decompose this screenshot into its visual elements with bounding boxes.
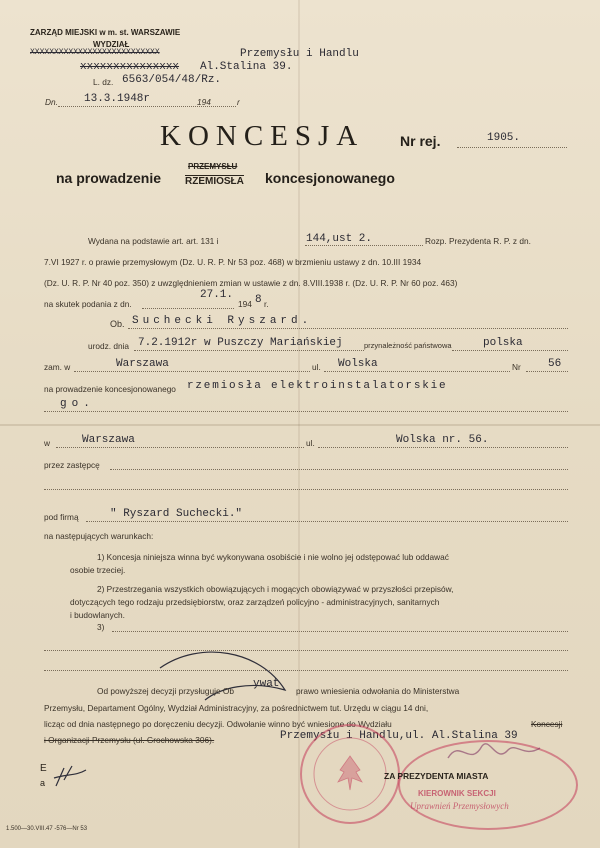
application-date-label: na skutek podania z dn. <box>44 299 132 309</box>
section-head: KIEROWNIK SEKCJI <box>418 789 496 798</box>
legal-basis-text-2: Rozp. Prezydenta R. P. z dn. <box>425 236 531 246</box>
birth-value: 7.2.1912r w Puszczy Mariańskiej <box>138 337 343 349</box>
business-value: rzemiosła elektroinstalatorskie <box>187 380 448 392</box>
legal-basis-line-3: (Dz. U. R. P. Nr 40 poz. 350) z uwzględnieniem zmian w ustawie z dn. 8.VIII.1938 r. (Dz. U. R. P. Nr 60 poz. 463) <box>44 278 458 288</box>
appeal-citizen: ywat <box>253 678 280 690</box>
condition-2-cont2: i budowlanych. <box>70 610 125 620</box>
department-typed: Przemysłu i Handlu <box>240 48 359 60</box>
condition-3: 3) <box>97 622 105 632</box>
number-value: 56 <box>548 358 562 370</box>
residence-city: Warszawa <box>116 358 169 370</box>
handwritten-signature <box>440 728 550 778</box>
subtitle-craft: RZEMIOSŁA <box>185 176 244 187</box>
registry-label: Nr rej. <box>400 133 441 149</box>
business-value-cont: go. <box>60 398 95 410</box>
condition-2: 2) Przestrzegania wszystkich obowiązujących i mogących obowiązywać w przyszłości przepisów, <box>97 584 454 594</box>
print-info: 1.500—30.VIII.47 -576—Nr 53 <box>6 826 88 832</box>
condition-1-cont: osobie trzeciej. <box>70 565 126 575</box>
legal-basis-line-2: 7.VI 1927 r. o prawie przemysłowym (Dz. U. R. P. Nr 53 poz. 468) w brzmieniu ustawy z dn. 10.III 1934 <box>44 257 422 267</box>
condition-2-cont: dotyczących tego rodzaju przedsiębiorstw, oraz zarządzeń policyjno - administracyjnych, sanitarnych <box>70 597 440 607</box>
signatory-title: ZA PREZYDENTA MIASTA <box>384 771 489 781</box>
location-label: w <box>44 438 50 448</box>
appeal-line-2: Przemysłu, Departament Ogólny, Wydział Administracyjny, za pośrednictwem tut. Urzędu w ciągu 14 dni, <box>44 703 429 713</box>
initial-mark-2: a <box>40 778 46 788</box>
location-street: Wolska nr. 56. <box>396 434 489 446</box>
legal-article: 144,ust 2. <box>306 233 373 245</box>
firm-name: " Ryszard Suchecki." <box>110 508 243 520</box>
application-year-prefix: 194 <box>238 299 252 309</box>
date-r: r <box>237 97 240 107</box>
number-label: Nr <box>512 362 521 372</box>
department-struck: XXXXXXXXXXXXXXXXXXXXXXXXXXX <box>30 48 160 57</box>
initials-signature <box>50 760 90 794</box>
citizen-name: Suchecki Ryszard. <box>132 315 313 327</box>
office-name: ZARZĄD MIEJSKI w m. st. WARSZAWIE <box>30 28 181 37</box>
initial-mark: E <box>40 763 47 774</box>
birth-label: urodz. dnia <box>88 341 130 351</box>
deputy-label: przez zastępcę <box>44 460 100 470</box>
date-value: 13.3.1948r <box>84 93 151 105</box>
appeal-line-3: licząc od dnia następnego po doręczeniu decyzji. Odwołanie winno być wniesione do Wydziału <box>44 719 392 729</box>
appeal-line-4-struck: i Organizacji Przemysłu (ul. Grochowska 306). <box>44 735 215 745</box>
street-label: ul. <box>312 362 321 372</box>
ldz-value: 6563/054/48/Rz. <box>122 74 222 86</box>
application-year-digit: 8 <box>255 294 262 306</box>
subtitle-struck: PRZEMYSŁU <box>188 162 238 171</box>
application-year-r: r. <box>264 299 269 309</box>
registry-number: 1905. <box>487 132 521 144</box>
subtitle-right: koncesjonowanego <box>265 170 395 186</box>
condition-1: 1) Koncesja niniejsza winna być wykonywana osobiście i nie wolno jej odstępować lub oddawać <box>97 552 449 562</box>
document-title: KONCESJA <box>160 120 365 152</box>
ldz-label: L. dz. <box>93 77 114 87</box>
application-date: 27.1. <box>200 289 234 301</box>
appeal-line-1: Od powyższej decyzji przysługuje Ob <box>97 686 234 696</box>
conditions-label: na następujących warunkach: <box>44 531 154 541</box>
appeal-struck: Koncesji <box>531 719 563 729</box>
business-label: na prowadzenie koncesjonowanego <box>44 384 176 394</box>
residence-label: zam. w <box>44 362 71 372</box>
date-label: Dn. <box>45 97 58 107</box>
appeal-line-1b: prawo wniesienia odwołania do Ministerstwa <box>296 686 460 696</box>
citizen-label: Ob. <box>110 319 125 329</box>
address-struck: xxxxxxxxxxxxxxx <box>80 61 180 73</box>
location-city: Warszawa <box>82 434 135 446</box>
address-typed: Al.Stalina 39. <box>200 61 293 73</box>
nationality-label: przynależność państwowa <box>364 341 452 350</box>
location-street-label: ul. <box>306 438 315 448</box>
section-name: Uprawnień Przemysłowych <box>410 801 509 811</box>
department-label: WYDZIAŁ <box>93 40 130 49</box>
nationality-value: polska <box>483 337 523 349</box>
appeal-line-4-typed: Przemysłu i Handlu,ul. Al.Stalina 39 <box>280 730 518 742</box>
firm-label: pod firmą <box>44 512 79 522</box>
subtitle-left: na prowadzenie <box>56 170 162 186</box>
street-value: Wolska <box>338 358 378 370</box>
date-suffix: 194 <box>197 97 211 107</box>
legal-basis-text: Wydana na podstawie art. art. 131 i <box>88 236 219 246</box>
